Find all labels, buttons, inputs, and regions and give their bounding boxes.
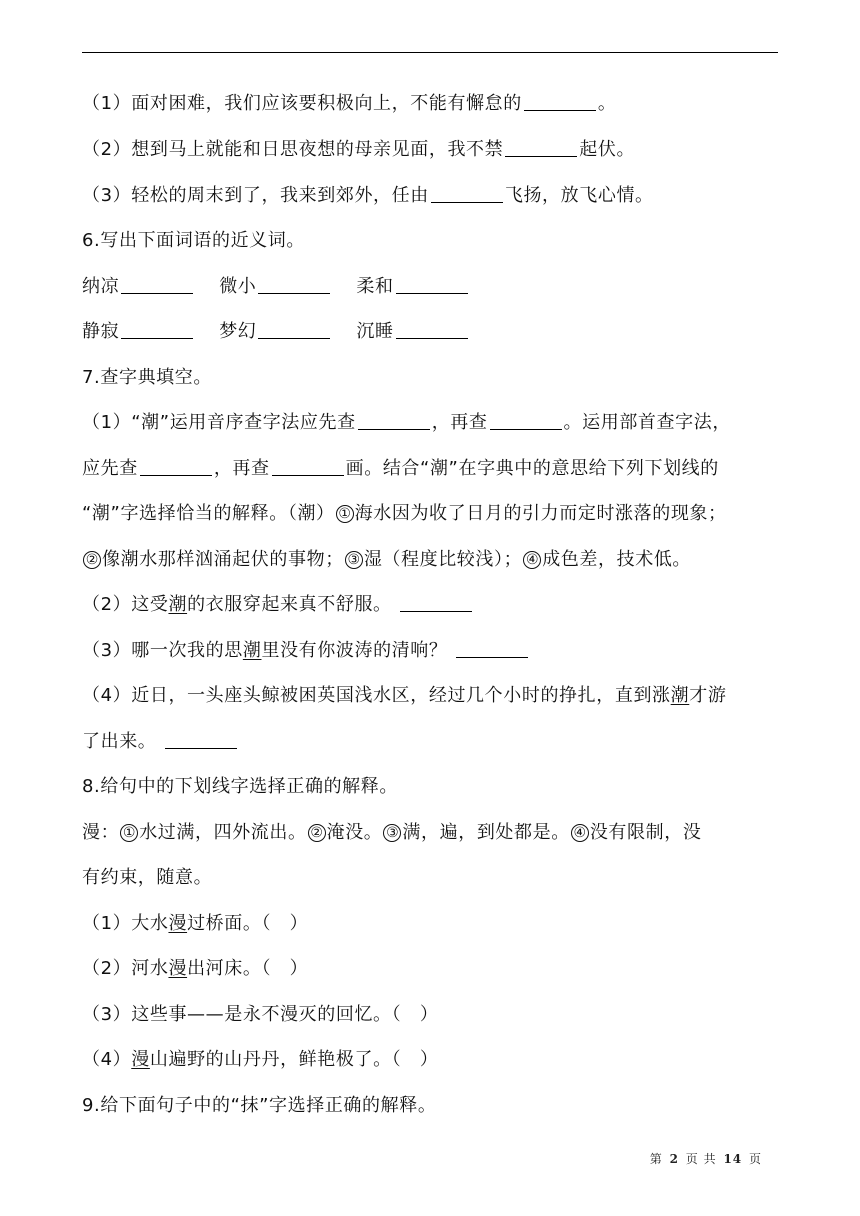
underlined-char: 潮 bbox=[670, 685, 690, 706]
text: 海水因为收了日月的引力而定时涨落的现象； bbox=[354, 503, 727, 524]
question-8-title: 8.给句中的下划线字选择正确的解释。 bbox=[82, 776, 398, 797]
q7-sentence-3 bbox=[82, 639, 778, 663]
text: 。 bbox=[597, 93, 617, 114]
word: 柔和 bbox=[356, 276, 394, 297]
man-definitions-cont: 有约束，随意。 bbox=[82, 867, 213, 888]
text: 出河床。（ ） bbox=[187, 958, 309, 979]
q8-item-4 bbox=[82, 1048, 778, 1072]
answer-blank[interactable] bbox=[140, 457, 212, 476]
text: （4）近日，一头座头鲸被困英国浅水区，经过几个小时的挣扎，直到涨 bbox=[82, 685, 671, 706]
answer-blank[interactable] bbox=[272, 457, 344, 476]
text: （1）大水 bbox=[82, 913, 169, 934]
answer-blank[interactable] bbox=[505, 138, 577, 157]
text: 飞扬，放飞心情。 bbox=[504, 185, 654, 206]
word: 沉睡 bbox=[356, 321, 394, 342]
answer-blank[interactable] bbox=[490, 411, 562, 430]
circled-number: ① bbox=[120, 824, 138, 842]
question-6-title: 6.写出下面词语的近义词。 bbox=[82, 230, 305, 251]
q7-line-1 bbox=[82, 411, 778, 435]
text: （1）面对困难，我们应该要积极向上，不能有懈怠的 bbox=[82, 93, 522, 114]
q7-sentence-4-cont bbox=[82, 730, 778, 754]
text: 才游 bbox=[689, 685, 727, 706]
circled-number: ① bbox=[336, 505, 354, 523]
text: （4） bbox=[82, 1049, 132, 1070]
q5-item-2 bbox=[82, 138, 778, 162]
circled-number: ③ bbox=[345, 551, 363, 569]
text: 画。结合“潮”在字典中的意思给下列下划线的 bbox=[345, 458, 719, 479]
text: 像潮水那样汹涌起伏的事物； bbox=[102, 549, 344, 570]
text: 满，遍，到处都是。 bbox=[402, 822, 570, 843]
circled-number: ③ bbox=[383, 824, 401, 842]
text: 过桥面。（ ） bbox=[187, 913, 309, 934]
text: 的衣服穿起来真不舒服。 bbox=[187, 594, 392, 615]
q7-line-2 bbox=[82, 457, 778, 481]
text: 湿（程度比较浅）； bbox=[363, 549, 523, 570]
synonym-item bbox=[219, 320, 332, 344]
answer-blank[interactable] bbox=[121, 320, 193, 339]
underlined-char: 漫 bbox=[131, 1049, 150, 1070]
word: 纳凉 bbox=[82, 276, 120, 297]
header-rule bbox=[82, 52, 778, 53]
text: ，再查 bbox=[431, 412, 488, 433]
circled-number: ④ bbox=[571, 824, 589, 842]
synonym-item bbox=[219, 275, 332, 299]
q7-line-4 bbox=[82, 548, 778, 572]
current-page-number: 2 bbox=[669, 1152, 679, 1166]
text: 没有限制，没 bbox=[589, 822, 702, 843]
answer-blank[interactable] bbox=[121, 275, 193, 294]
text: （3）哪一次我的思 bbox=[82, 640, 243, 661]
text: （1）“潮”运用音序查字法应先查 bbox=[82, 412, 356, 433]
circled-number: ② bbox=[83, 551, 101, 569]
text: （2）想到马上就能和日思夜想的母亲见面，我不禁 bbox=[82, 139, 504, 160]
q8-item-3: （3）这些事——是永不漫灭的回忆。（ ） bbox=[82, 1004, 439, 1025]
answer-blank[interactable] bbox=[165, 730, 237, 749]
underlined-char: 潮 bbox=[242, 640, 262, 661]
synonym-item bbox=[356, 320, 469, 344]
q7-sentence-4 bbox=[82, 684, 778, 708]
q8-item-1 bbox=[82, 912, 778, 936]
question-9-title: 9.给下面句子中的“抹”字选择正确的解释。 bbox=[82, 1095, 437, 1116]
underlined-char: 漫 bbox=[168, 913, 188, 934]
answer-blank[interactable] bbox=[431, 184, 503, 203]
footer-text: 页 共 bbox=[685, 1152, 717, 1166]
question-7-title: 7.查字典填空。 bbox=[82, 367, 212, 388]
answer-blank[interactable] bbox=[396, 275, 468, 294]
text: 里没有你波涛的清响？ bbox=[261, 640, 448, 661]
word: 微小 bbox=[219, 276, 257, 297]
text: 水过满，四外流出。 bbox=[139, 822, 307, 843]
q5-item-1 bbox=[82, 92, 778, 116]
synonym-row-1 bbox=[82, 275, 778, 299]
text: 成色差，技术低。 bbox=[542, 549, 692, 570]
answer-blank[interactable] bbox=[400, 593, 472, 612]
word: 静寂 bbox=[82, 321, 120, 342]
q8-item-2 bbox=[82, 957, 778, 981]
text: “潮”字选择恰当的解释。（潮） bbox=[82, 503, 335, 524]
underlined-char: 潮 bbox=[168, 594, 188, 615]
synonym-item bbox=[356, 275, 469, 299]
q7-sentence-2 bbox=[82, 593, 778, 617]
circled-number: ② bbox=[308, 824, 326, 842]
text: （3）轻松的周末到了，我来到郊外，任由 bbox=[82, 185, 429, 206]
answer-blank[interactable] bbox=[456, 639, 528, 658]
answer-blank[interactable] bbox=[358, 411, 430, 430]
footer-text: 第 bbox=[649, 1152, 663, 1166]
synonym-row-2 bbox=[82, 320, 778, 344]
text: （2）河水 bbox=[82, 958, 169, 979]
text: （2）这受 bbox=[82, 594, 169, 615]
footer-text: 页 bbox=[748, 1152, 762, 1166]
underlined-char: 漫 bbox=[168, 958, 188, 979]
text: 应先查 bbox=[82, 458, 138, 479]
answer-blank[interactable] bbox=[396, 320, 468, 339]
q5-item-3 bbox=[82, 184, 778, 208]
text: 漫： bbox=[82, 822, 120, 843]
text: 。运用部首查字法， bbox=[563, 412, 731, 433]
q7-line-3 bbox=[82, 502, 778, 526]
synonym-item bbox=[82, 275, 195, 299]
text: 起伏。 bbox=[579, 139, 636, 160]
man-definitions bbox=[82, 821, 778, 845]
text: 山遍野的山丹丹，鲜艳极了。（ ） bbox=[149, 1049, 439, 1070]
answer-blank[interactable] bbox=[258, 275, 330, 294]
answer-blank[interactable] bbox=[258, 320, 330, 339]
word: 梦幻 bbox=[219, 321, 257, 342]
text: ，再查 bbox=[213, 458, 270, 479]
total-page-number: 14 bbox=[723, 1152, 743, 1166]
circled-number: ④ bbox=[523, 551, 541, 569]
answer-blank[interactable] bbox=[524, 92, 596, 111]
page-footer bbox=[650, 1150, 762, 1167]
text: 淹没。 bbox=[326, 822, 383, 843]
text: 了出来。 bbox=[82, 731, 157, 752]
synonym-item bbox=[82, 320, 195, 344]
